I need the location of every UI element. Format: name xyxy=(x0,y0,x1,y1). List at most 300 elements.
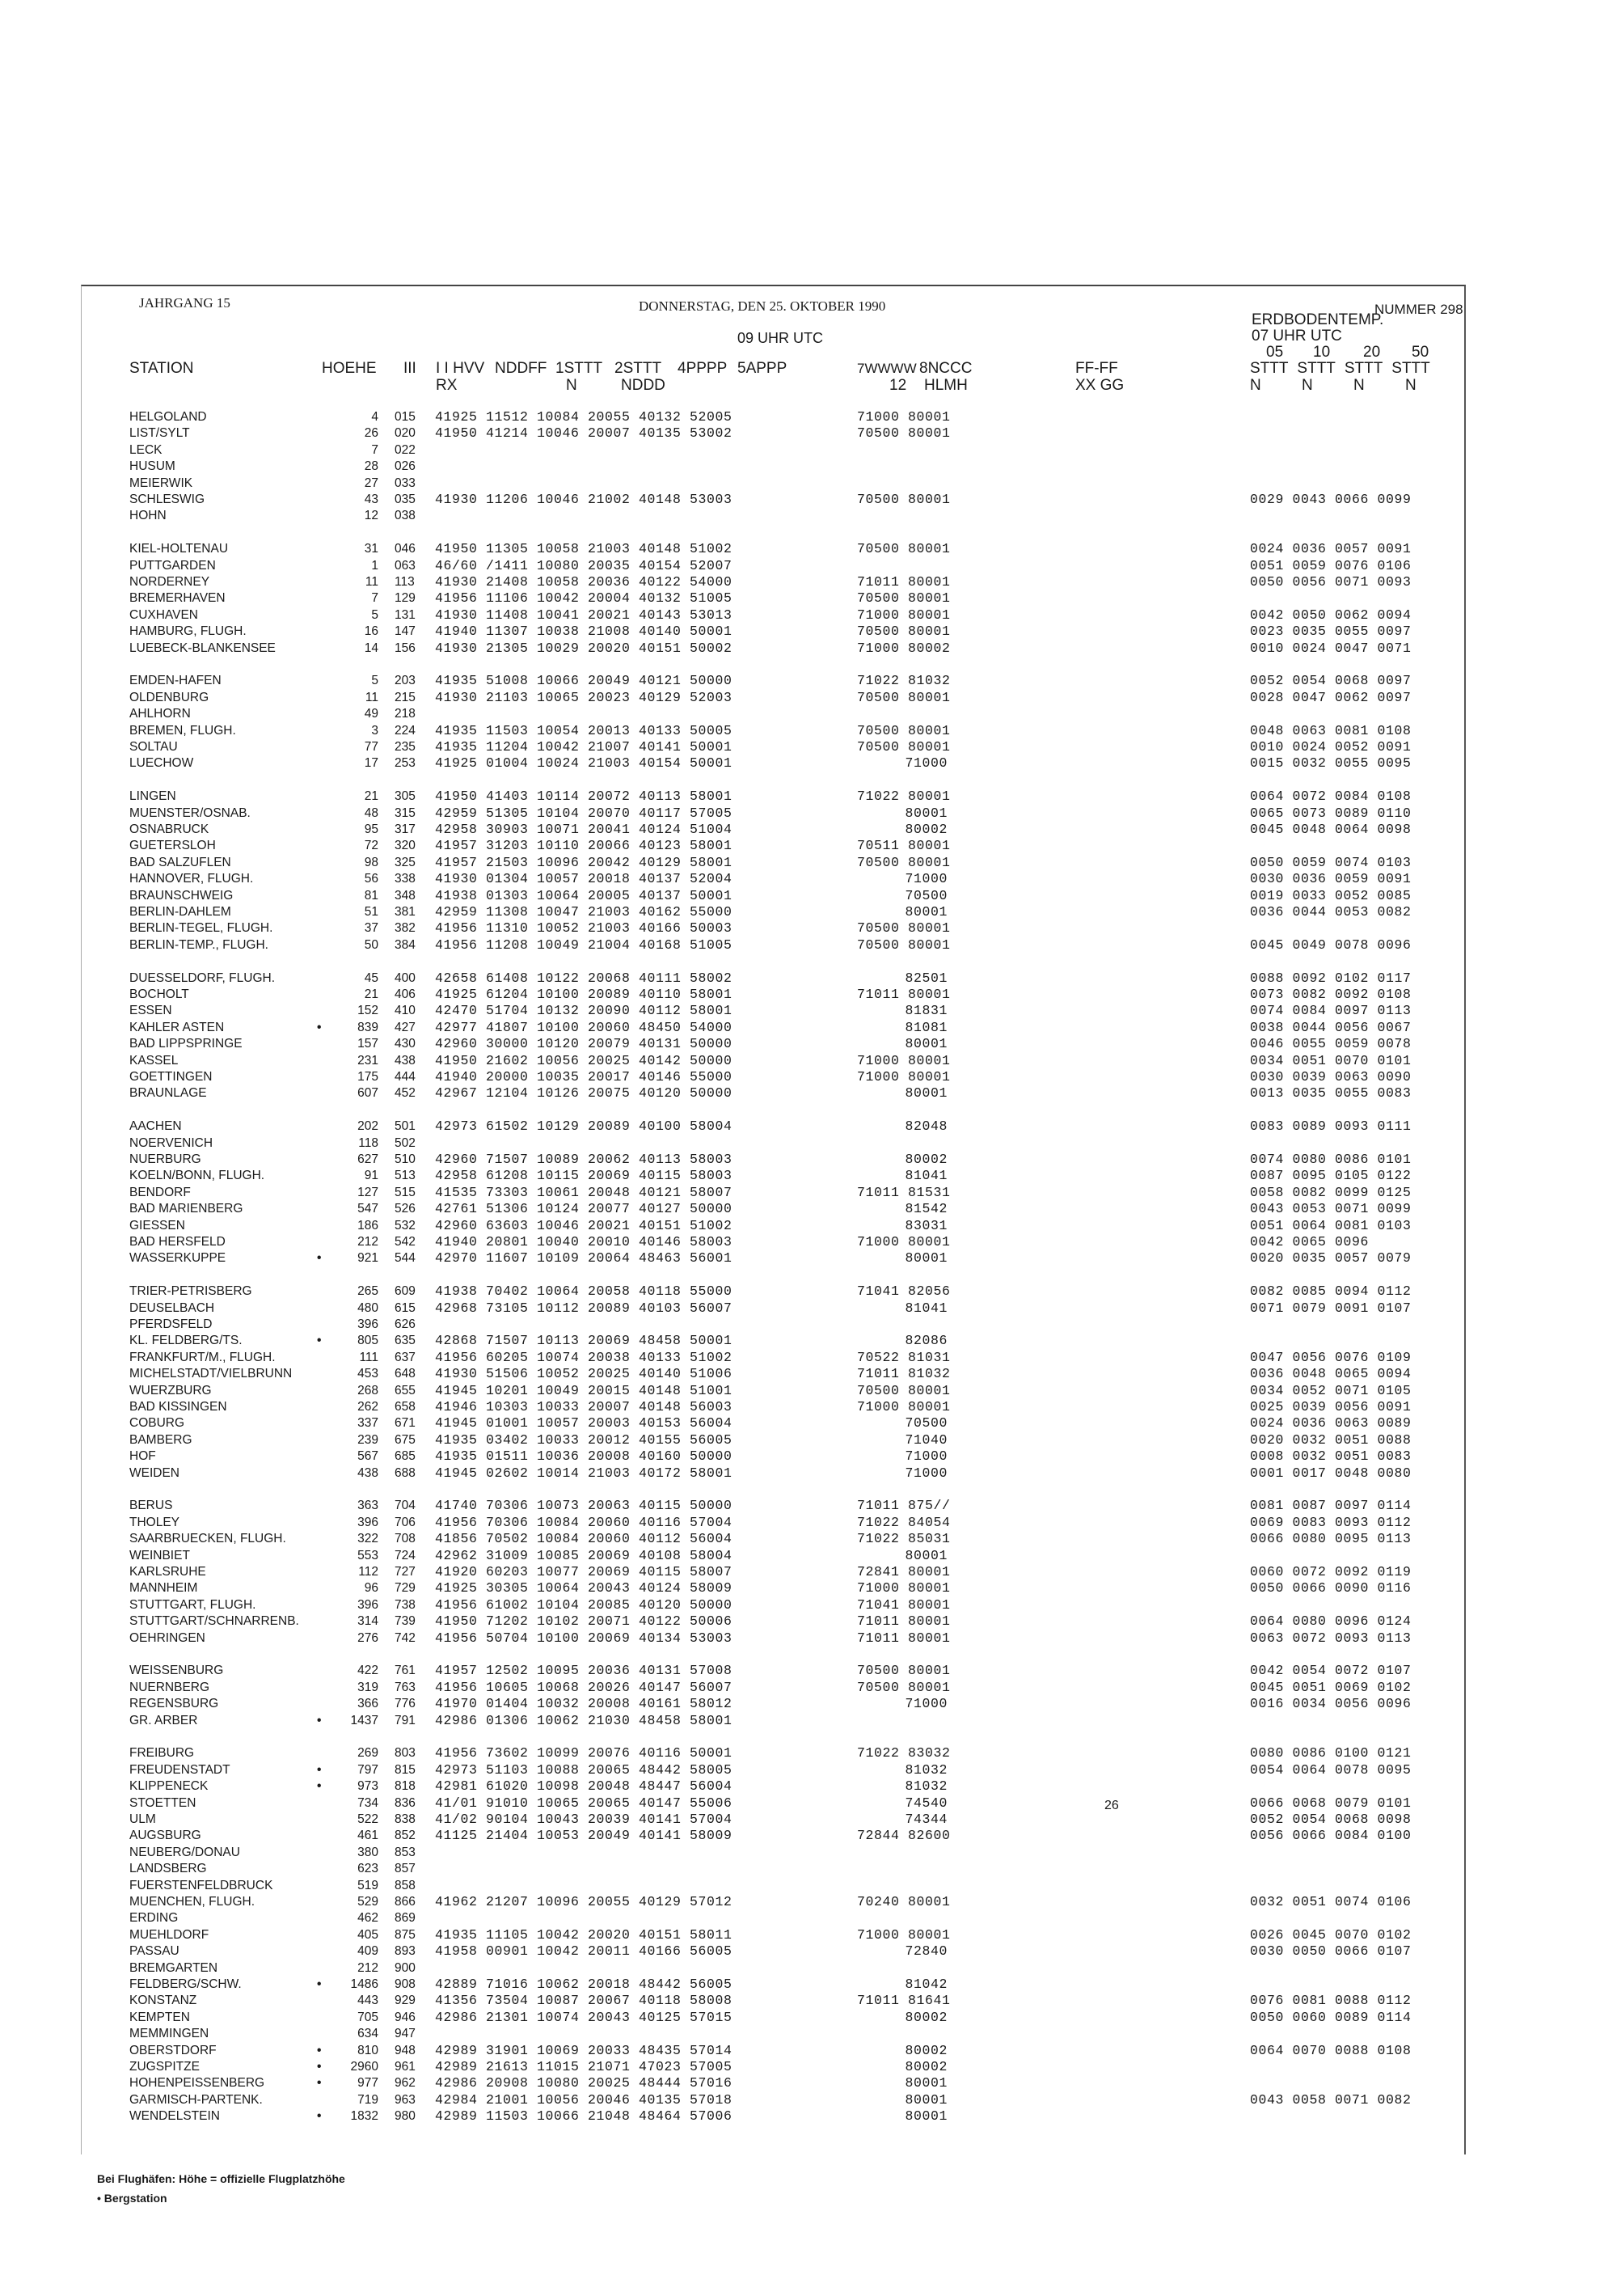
weather-cloud-groups: 81542 xyxy=(905,1201,948,1217)
table-row xyxy=(0,1498,1617,1514)
station-height: 438 xyxy=(357,1465,378,1480)
issue-number: NUMMER 298 xyxy=(1374,302,1463,317)
synop-groups: 42986 20908 10080 20025 48444 57016 xyxy=(435,2075,733,2091)
table-row xyxy=(0,806,1617,822)
soil-temperatures: 0042 0065 0096 xyxy=(1250,1234,1370,1249)
synop-groups: 41930 21305 10029 20020 40151 50002 xyxy=(435,640,733,656)
soil-temperatures: 0052 0054 0068 0097 xyxy=(1250,673,1412,689)
station-id: 026 xyxy=(395,459,416,474)
table-row xyxy=(0,855,1617,871)
station-id: 452 xyxy=(395,1086,416,1101)
station-id: 708 xyxy=(395,1532,416,1546)
col-2sttt: 2STTT xyxy=(614,360,662,377)
station-name: KIEL-HOLTENAU xyxy=(129,542,229,556)
synop-groups: 42960 30000 10120 20079 40131 50000 xyxy=(435,1036,733,1052)
soil-temperatures: 0015 0032 0055 0095 xyxy=(1250,755,1412,772)
col-station: STATION xyxy=(129,360,194,377)
station-name: KOELN/BONN, FLUGH. xyxy=(129,1169,265,1183)
station-height: 43 xyxy=(364,493,378,506)
soil-temperatures: 0071 0079 0091 0107 xyxy=(1250,1300,1412,1316)
station-id: 900 xyxy=(395,1960,416,1975)
station-height: 175 xyxy=(357,1070,378,1084)
weather-cloud-groups: 70240 80001 xyxy=(857,1894,951,1909)
station-id: 857 xyxy=(395,1862,416,1876)
station-name: MUENCHEN, FLUGH. xyxy=(129,1895,255,1909)
weather-cloud-groups: 71000 xyxy=(905,755,948,772)
station-id: 609 xyxy=(395,1284,416,1299)
weather-cloud-groups: 83031 xyxy=(905,1217,948,1233)
weather-cloud-groups: 70500 80001 xyxy=(857,492,951,507)
table-row xyxy=(0,492,1617,508)
station-name: ERDING xyxy=(129,1911,179,1926)
station-height: 734 xyxy=(357,1795,378,1810)
station-id: 727 xyxy=(395,1565,416,1579)
soil-temperatures: 0036 0044 0053 0082 xyxy=(1250,904,1412,920)
weather-cloud-groups: 70500 80001 xyxy=(857,1382,951,1398)
synop-groups: 41930 11408 10041 20021 40143 53013 xyxy=(435,607,733,623)
station-height: 72 xyxy=(364,839,378,853)
station-height: 396 xyxy=(357,1317,378,1331)
weather-cloud-groups: 74344 xyxy=(905,1812,948,1827)
date-label: DONNERSTAG, DEN 25. OKTOBER 1990 xyxy=(639,298,886,314)
soil-temperatures: 0045 0048 0064 0098 xyxy=(1250,822,1412,837)
table-row xyxy=(0,425,1617,442)
synop-groups: 41935 11204 10042 21007 40141 50001 xyxy=(435,739,733,755)
station-id: 406 xyxy=(395,987,416,1001)
station-id: 929 xyxy=(395,1994,416,2008)
soil-temperatures: 0043 0058 0071 0082 xyxy=(1250,2091,1412,2108)
station-height: 607 xyxy=(357,1086,378,1101)
station-id: 203 xyxy=(395,674,416,688)
table-row xyxy=(0,2010,1617,2026)
table-row xyxy=(0,1861,1617,1877)
station-name: MEIERWIK xyxy=(129,476,193,490)
station-name: NUERNBERG xyxy=(129,1680,210,1694)
station-height: 56 xyxy=(364,872,378,886)
table-row xyxy=(0,1053,1617,1069)
synop-groups: 41950 41403 10114 20072 40113 58001 xyxy=(435,789,733,805)
station-id: 908 xyxy=(395,1977,416,1991)
station-height: 627 xyxy=(357,1152,378,1166)
soil-temperatures: 0050 0060 0089 0114 xyxy=(1250,2009,1412,2025)
station-name: DEUSELBACH xyxy=(129,1300,215,1315)
weather-cloud-groups: 71040 xyxy=(905,1431,948,1448)
synop-groups: 41940 20801 10040 20010 40146 58003 xyxy=(435,1234,733,1249)
station-name: SOLTAU xyxy=(129,740,178,754)
synop-groups: 41935 11105 10042 20020 40151 58011 xyxy=(435,1926,733,1943)
table-row xyxy=(0,1366,1617,1382)
table-row xyxy=(0,673,1617,689)
station-height: 977 xyxy=(357,2076,378,2091)
station-name: BAMBERG xyxy=(129,1432,192,1447)
table-row xyxy=(0,1878,1617,1894)
table-row xyxy=(0,1135,1617,1152)
synop-groups: 41935 11503 10054 20013 40133 50005 xyxy=(435,722,733,738)
station-id: 615 xyxy=(395,1300,416,1315)
station-height: 98 xyxy=(364,855,378,869)
station-name: LUEBECK-BLANKENSEE xyxy=(129,641,276,655)
station-name: REGENSBURG xyxy=(129,1697,219,1711)
station-height: 443 xyxy=(357,1994,378,2008)
synop-groups: 41956 11310 10052 21003 40166 50003 xyxy=(435,920,733,937)
station-name: BREMERHAVEN xyxy=(129,591,226,606)
table-row xyxy=(0,442,1617,459)
station-height: 28 xyxy=(364,459,378,474)
table-row xyxy=(0,1762,1617,1778)
station-height: 396 xyxy=(357,1597,378,1612)
synop-groups: 41/02 90104 10043 20039 40141 57004 xyxy=(435,1812,733,1827)
station-id: 348 xyxy=(395,888,416,903)
weather-cloud-groups: 72840 xyxy=(905,1943,948,1960)
station-name: WUERZBURG xyxy=(129,1383,212,1397)
synop-groups: 41935 51008 10066 20049 40121 50000 xyxy=(435,673,733,689)
station-height: 212 xyxy=(357,1960,378,1975)
soil-temperatures: 0051 0064 0081 0103 xyxy=(1250,1217,1412,1233)
station-height: 805 xyxy=(357,1334,378,1348)
station-name: NOERVENICH xyxy=(129,1135,213,1150)
weather-cloud-groups: 71011 80001 xyxy=(857,987,951,1002)
table-row xyxy=(0,690,1617,706)
station-height: 623 xyxy=(357,1862,378,1876)
synop-groups: 42959 11308 10047 21003 40162 55000 xyxy=(435,904,733,920)
station-height: 262 xyxy=(357,1400,378,1414)
station-id: 980 xyxy=(395,2109,416,2124)
station-id: 704 xyxy=(395,1499,416,1513)
soil-temperatures: 0080 0086 0100 0121 xyxy=(1250,1745,1412,1761)
synop-groups: 41950 41214 10046 20007 40135 53002 xyxy=(435,425,733,442)
synop-groups: 41930 21408 10058 20036 40122 54000 xyxy=(435,574,733,590)
station-height: 405 xyxy=(357,1927,378,1942)
synop-groups: 41930 11206 10046 21002 40148 53003 xyxy=(435,492,733,507)
station-name: MANNHEIM xyxy=(129,1581,198,1596)
station-id: 502 xyxy=(395,1135,416,1150)
table-row xyxy=(0,1118,1617,1135)
col-7wwww-12: 12 xyxy=(889,377,907,394)
synop-groups: 41950 21602 10056 20025 40142 50000 xyxy=(435,1052,733,1068)
station-height: 26 xyxy=(364,426,378,441)
station-height: 127 xyxy=(357,1185,378,1199)
col-8nccc: 8NCCC xyxy=(919,360,973,377)
station-name: BAD KISSINGEN xyxy=(129,1400,227,1414)
station-height: 973 xyxy=(357,1779,378,1794)
weather-cloud-groups: 71000 80001 xyxy=(857,409,951,425)
station-name: HOF xyxy=(129,1449,156,1464)
soil-temperatures: 0024 0036 0057 0091 xyxy=(1250,541,1412,557)
station-id: 761 xyxy=(395,1664,416,1678)
soil-temperatures: 0051 0059 0076 0106 xyxy=(1250,557,1412,573)
synop-groups: 42959 51305 10104 20070 40117 57005 xyxy=(435,805,733,821)
volume-label: JAHRGANG 15 xyxy=(139,295,230,311)
station-height: 202 xyxy=(357,1119,378,1134)
station-name: FELDBERG/SCHW. xyxy=(129,1977,242,1991)
synop-groups: 42989 31901 10069 20033 48435 57014 xyxy=(435,2042,733,2058)
weather-cloud-groups: 71011 80001 xyxy=(857,574,951,590)
soil-temperatures: 0064 0070 0088 0108 xyxy=(1250,2042,1412,2058)
station-name: EMDEN-HAFEN xyxy=(129,674,222,688)
soil-temperatures: 0050 0059 0074 0103 xyxy=(1250,854,1412,870)
station-id: 635 xyxy=(395,1334,416,1348)
table-row xyxy=(0,1465,1617,1482)
table-row xyxy=(0,1910,1617,1926)
station-id: 131 xyxy=(395,607,416,622)
soil-temperatures: 0029 0043 0066 0099 xyxy=(1250,492,1412,507)
col-5appp: 5APPP xyxy=(737,360,787,377)
station-id: 729 xyxy=(395,1581,416,1596)
col-nddff: NDDFF xyxy=(495,360,547,377)
table-row xyxy=(0,1548,1617,1564)
station-height: 11 xyxy=(365,690,378,704)
synop-groups: 41962 21207 10096 20055 40129 57012 xyxy=(435,1894,733,1909)
mountain-marker: • xyxy=(317,1779,322,1794)
station-id: 685 xyxy=(395,1449,416,1464)
station-name: OEHRINGEN xyxy=(129,1630,205,1645)
soil-temperatures: 0032 0051 0074 0106 xyxy=(1250,1894,1412,1909)
synop-groups: 41930 51506 10052 20025 40140 51006 xyxy=(435,1366,733,1382)
weather-cloud-groups: 82086 xyxy=(905,1333,948,1349)
soil-temperatures: 0050 0066 0090 0116 xyxy=(1250,1580,1412,1596)
station-name: STOETTEN xyxy=(129,1795,196,1810)
station-id: 235 xyxy=(395,740,416,754)
soil-temperatures: 0081 0087 0097 0114 xyxy=(1250,1498,1412,1514)
weather-cloud-groups: 70522 81031 xyxy=(857,1349,951,1365)
station-name: FRANKFURT/M., FLUGH. xyxy=(129,1350,276,1364)
synop-groups: 41945 02602 10014 21003 40172 58001 xyxy=(435,1465,733,1481)
mountain-marker: • xyxy=(317,2043,322,2057)
weather-cloud-groups: 71000 xyxy=(905,1696,948,1712)
station-id: 853 xyxy=(395,1845,416,1859)
station-height: 553 xyxy=(357,1548,378,1562)
station-height: 269 xyxy=(357,1746,378,1761)
synop-groups: 41930 01304 10057 20018 40137 52004 xyxy=(435,871,733,887)
table-row xyxy=(0,970,1617,987)
station-height: 231 xyxy=(357,1053,378,1068)
station-height: 37 xyxy=(364,921,378,936)
soil-temperatures: 0016 0034 0056 0096 xyxy=(1250,1696,1412,1712)
station-height: 322 xyxy=(357,1532,378,1546)
station-id: 763 xyxy=(395,1680,416,1694)
station-id: 410 xyxy=(395,1004,416,1018)
table-row xyxy=(0,1630,1617,1647)
station-id: 224 xyxy=(395,723,416,738)
station-name: STUTTGART, FLUGH. xyxy=(129,1597,256,1612)
station-name: KEMPTEN xyxy=(129,2010,190,2024)
station-name: AHLHORN xyxy=(129,707,191,721)
soil-temperatures: 0042 0054 0072 0107 xyxy=(1250,1663,1412,1679)
station-height: 111 xyxy=(359,1350,378,1364)
station-id: 655 xyxy=(395,1383,416,1397)
mountain-marker: • xyxy=(317,1713,322,1727)
station-height: 21 xyxy=(364,789,378,804)
soil-temperatures: 0030 0050 0066 0107 xyxy=(1250,1943,1412,1960)
soil-temperatures: 0064 0072 0084 0108 xyxy=(1250,789,1412,805)
mountain-marker: • xyxy=(317,1020,322,1034)
station-name: KASSEL xyxy=(129,1053,179,1068)
soil-temperatures: 0013 0035 0055 0083 xyxy=(1250,1085,1412,1101)
weather-cloud-groups: 80001 xyxy=(905,2091,948,2108)
soil-temperatures: 0020 0035 0057 0079 xyxy=(1250,1250,1412,1266)
synop-groups: 42973 61502 10129 20089 40100 58004 xyxy=(435,1118,733,1135)
station-name: MUENSTER/OSNAB. xyxy=(129,806,251,820)
station-id: 875 xyxy=(395,1927,416,1942)
station-height: 21 xyxy=(364,987,378,1001)
station-id: 218 xyxy=(395,707,416,721)
soil-temperatures: 0030 0039 0063 0090 xyxy=(1250,1069,1412,1085)
station-name: THOLEY xyxy=(129,1515,180,1529)
station-name: BERLIN-TEGEL, FLUGH. xyxy=(129,921,273,936)
synop-groups: 42977 41807 10100 20060 48450 54000 xyxy=(435,1019,733,1035)
station-name: KL. FELDBERG/TS. xyxy=(129,1334,243,1348)
weather-cloud-groups: 72841 80001 xyxy=(857,1564,951,1579)
soil-temperatures: 0063 0072 0093 0113 xyxy=(1250,1630,1412,1646)
station-id: 962 xyxy=(395,2076,416,2091)
col-7wwww: 7WWWW xyxy=(857,361,917,376)
station-id: 046 xyxy=(395,542,416,556)
station-name: FREUDENSTADT xyxy=(129,1762,230,1777)
station-height: 5 xyxy=(371,674,378,688)
station-height: 14 xyxy=(364,641,378,655)
weather-cloud-groups: 71000 80001 xyxy=(857,607,951,623)
station-id: 724 xyxy=(395,1548,416,1562)
synop-groups: 41925 01004 10024 21003 40154 50001 xyxy=(435,755,733,772)
station-height: 95 xyxy=(364,822,378,836)
station-id: 400 xyxy=(395,970,416,985)
table-row xyxy=(0,1333,1617,1349)
station-height: 363 xyxy=(357,1499,378,1513)
station-id: 671 xyxy=(395,1416,416,1431)
station-id: 317 xyxy=(395,822,416,836)
weather-cloud-groups: 70500 80001 xyxy=(857,689,951,705)
station-height: 1486 xyxy=(350,1977,378,1991)
synop-groups: 41125 21404 10053 20049 40141 58009 xyxy=(435,1828,733,1844)
weather-cloud-groups: 71022 85031 xyxy=(857,1531,951,1547)
station-height: 366 xyxy=(357,1697,378,1711)
station-height: 453 xyxy=(357,1367,378,1381)
table-row xyxy=(0,1020,1617,1036)
weather-cloud-groups: 80001 xyxy=(905,1547,948,1563)
synop-groups: 42960 71507 10089 20062 40113 58003 xyxy=(435,1152,733,1167)
synop-groups: 42984 21001 10056 20046 40135 57018 xyxy=(435,2091,733,2108)
weather-cloud-groups: 80001 xyxy=(905,1036,948,1052)
station-name: GARMISCH-PARTENK. xyxy=(129,2092,263,2107)
soil-temperatures: 0036 0048 0065 0094 xyxy=(1250,1366,1412,1382)
synop-groups: 41356 73504 10087 20067 40118 58008 xyxy=(435,1993,733,2009)
soil-temperatures: 0052 0054 0068 0098 xyxy=(1250,1812,1412,1827)
table-row xyxy=(0,1845,1617,1861)
soil-temperatures: 0066 0080 0095 0113 xyxy=(1250,1531,1412,1547)
station-name: PASSAU xyxy=(129,1944,179,1959)
table-row xyxy=(0,2092,1617,2108)
station-name: GOETTINGEN xyxy=(129,1070,213,1084)
station-height: 810 xyxy=(357,2043,378,2057)
synop-groups: 41957 31203 10110 20066 40123 58001 xyxy=(435,838,733,854)
weather-cloud-groups: 71011 875// xyxy=(857,1498,951,1514)
station-name: LANDSBERG xyxy=(129,1862,207,1876)
station-name: TRIER-PETRISBERG xyxy=(129,1284,252,1299)
station-height: 3 xyxy=(371,723,378,738)
synop-groups: 41970 01404 10032 20008 40161 58012 xyxy=(435,1696,733,1712)
synop-groups: 41957 21503 10096 20042 40129 58001 xyxy=(435,854,733,870)
station-name: HAMBURG, FLUGH. xyxy=(129,624,247,639)
station-height: 77 xyxy=(364,740,378,754)
col-2sttt-nddd: NDDD xyxy=(621,377,665,394)
soil-temperatures: 0087 0095 0105 0122 xyxy=(1250,1168,1412,1184)
station-height: 152 xyxy=(357,1004,378,1018)
table-row xyxy=(0,1713,1617,1729)
weather-cloud-groups: 71022 84054 xyxy=(857,1514,951,1530)
mountain-marker: • xyxy=(317,1762,322,1777)
table-row xyxy=(0,904,1617,920)
col-depth-05: 05 xyxy=(1266,344,1284,361)
table-row xyxy=(0,1432,1617,1448)
station-id: 063 xyxy=(395,558,416,573)
col-1sttt-n: N xyxy=(566,377,577,394)
station-height: 422 xyxy=(357,1664,378,1678)
station-height: 705 xyxy=(357,2010,378,2024)
soil-temperatures: 0082 0085 0094 0112 xyxy=(1250,1283,1412,1300)
soil-temperatures: 0019 0033 0052 0085 xyxy=(1250,887,1412,903)
synop-groups: 42470 51704 10132 20090 40112 58001 xyxy=(435,1003,733,1019)
weather-cloud-groups: 81032 xyxy=(905,1761,948,1778)
synop-groups: 42986 01306 10062 21030 48458 58001 xyxy=(435,1712,733,1728)
table-row xyxy=(0,1300,1617,1317)
table-row xyxy=(0,1680,1617,1696)
station-height: 380 xyxy=(357,1845,378,1859)
soil-temperatures: 0045 0049 0078 0096 xyxy=(1250,937,1412,953)
weather-cloud-groups: 71041 80001 xyxy=(857,1596,951,1613)
station-height: 268 xyxy=(357,1383,378,1397)
station-height: 480 xyxy=(357,1300,378,1315)
col-sttt-group: STTT STTT STTT STTT xyxy=(1250,360,1430,377)
weather-cloud-groups: 71000 80001 xyxy=(857,1926,951,1943)
station-name: AUGSBURG xyxy=(129,1829,201,1843)
station-id: 544 xyxy=(395,1251,416,1266)
weather-cloud-groups: 71022 83032 xyxy=(857,1745,951,1761)
synop-groups: 41920 60203 10077 20069 40115 58007 xyxy=(435,1564,733,1579)
mountain-marker: • xyxy=(317,2076,322,2091)
table-row xyxy=(0,1069,1617,1085)
station-id: 515 xyxy=(395,1185,416,1199)
footnote-mountain: • Bergstation xyxy=(97,2192,167,2205)
station-name: PUTTGARDEN xyxy=(129,558,216,573)
soil-temperatures: 0043 0053 0071 0099 xyxy=(1250,1201,1412,1217)
station-id: 948 xyxy=(395,2043,416,2057)
col-depth-10: 10 xyxy=(1313,344,1331,361)
station-id: 381 xyxy=(395,905,416,919)
soil-temperatures: 0047 0056 0076 0109 xyxy=(1250,1349,1412,1365)
weather-cloud-groups: 71000 80001 xyxy=(857,1234,951,1249)
synop-groups: 41956 50704 10100 20069 40134 53003 xyxy=(435,1630,733,1646)
table-row xyxy=(0,1597,1617,1613)
station-name: WEISSENBURG xyxy=(129,1664,224,1678)
station-id: 526 xyxy=(395,1202,416,1216)
station-name: NUERBURG xyxy=(129,1152,201,1166)
station-height: 276 xyxy=(357,1630,378,1645)
station-height: 7 xyxy=(371,591,378,606)
station-height: 529 xyxy=(357,1895,378,1909)
station-id: 836 xyxy=(395,1795,416,1810)
table-row xyxy=(0,739,1617,755)
station-height: 396 xyxy=(357,1515,378,1529)
synop-groups: 42981 61020 10098 20048 48447 56004 xyxy=(435,1778,733,1795)
table-row xyxy=(0,1003,1617,1019)
table-row xyxy=(0,1399,1617,1415)
station-height: 11 xyxy=(365,575,378,589)
synop-groups: 42761 51306 10124 20077 40127 50000 xyxy=(435,1201,733,1217)
weather-cloud-groups: 72844 82600 xyxy=(857,1828,951,1844)
soil-temperatures: 0076 0081 0088 0112 xyxy=(1250,1993,1412,2009)
soil-temperatures: 0025 0039 0056 0091 xyxy=(1250,1399,1412,1414)
soil-temperatures: 0034 0052 0071 0105 xyxy=(1250,1382,1412,1398)
